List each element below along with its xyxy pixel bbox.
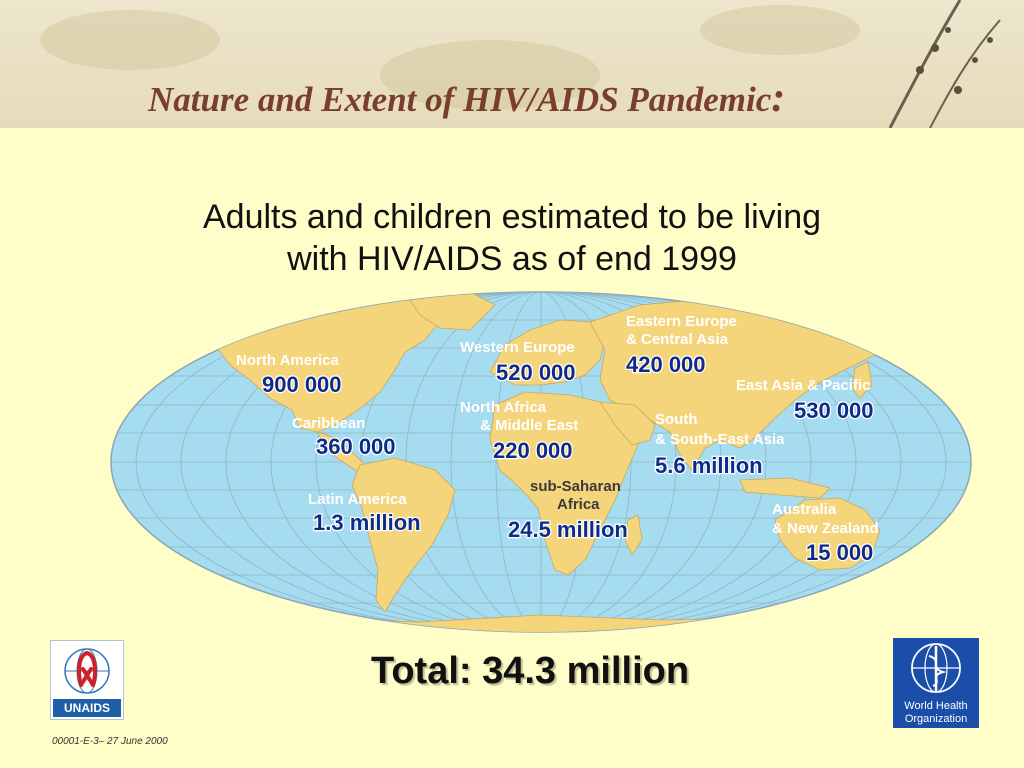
region-name: Latin America — [308, 491, 407, 508]
region-name: Caribbean — [292, 415, 366, 432]
region-label-latin-america — [308, 491, 421, 535]
region-name: North Africa — [460, 399, 547, 416]
who-logo — [893, 638, 979, 728]
region-value: 360 000 — [316, 434, 396, 459]
who-logo-line-1: World Health — [904, 700, 968, 712]
region-value: 15 000 — [806, 540, 874, 565]
map-heading-line-2: with HIV/AIDS as of end 1999 — [287, 240, 737, 278]
who-logo-line-2: Organization — [904, 713, 968, 725]
land-antarctica — [180, 615, 900, 640]
unaids-logo — [50, 640, 124, 720]
region-name: North America — [236, 352, 339, 369]
region-value: 520 000 — [496, 360, 576, 385]
region-value: 530 000 — [794, 398, 874, 423]
region-name: Africa — [557, 496, 600, 513]
region-value: 5.6 million — [655, 453, 763, 478]
region-name: & Middle East — [480, 417, 579, 434]
region-name: & South-East Asia — [655, 431, 785, 448]
region-name: sub-Saharan — [530, 478, 621, 495]
map-heading-line-1: Adults and children estimated to be living — [202, 198, 822, 236]
region-name: East Asia & Pacific — [736, 377, 871, 394]
total-label: Total: 34.3 million — [370, 650, 690, 692]
region-value: 220 000 — [493, 438, 573, 463]
region-value: 900 000 — [262, 372, 342, 397]
land-new-zealand — [896, 555, 912, 590]
who-emblem-icon — [893, 638, 979, 698]
region-name: Australia — [772, 501, 837, 518]
region-name: & Central Asia — [626, 331, 728, 348]
region-value: 1.3 million — [313, 510, 421, 535]
region-name: Eastern Europe — [626, 313, 737, 330]
region-value: 24.5 million — [508, 517, 628, 542]
region-name: South — [655, 411, 698, 428]
footnote: 00001-E-3– 27 June 2000 — [52, 736, 168, 747]
title-colon: : — [771, 75, 786, 121]
region-value: 420 000 — [626, 352, 706, 377]
slide-title: Nature and Extent of HIV/AIDS Pandemic: — [148, 75, 786, 121]
region-name: & New Zealand — [772, 520, 879, 537]
region-name: Western Europe — [460, 339, 575, 356]
unaids-logo-text: UNAIDS — [63, 701, 110, 715]
